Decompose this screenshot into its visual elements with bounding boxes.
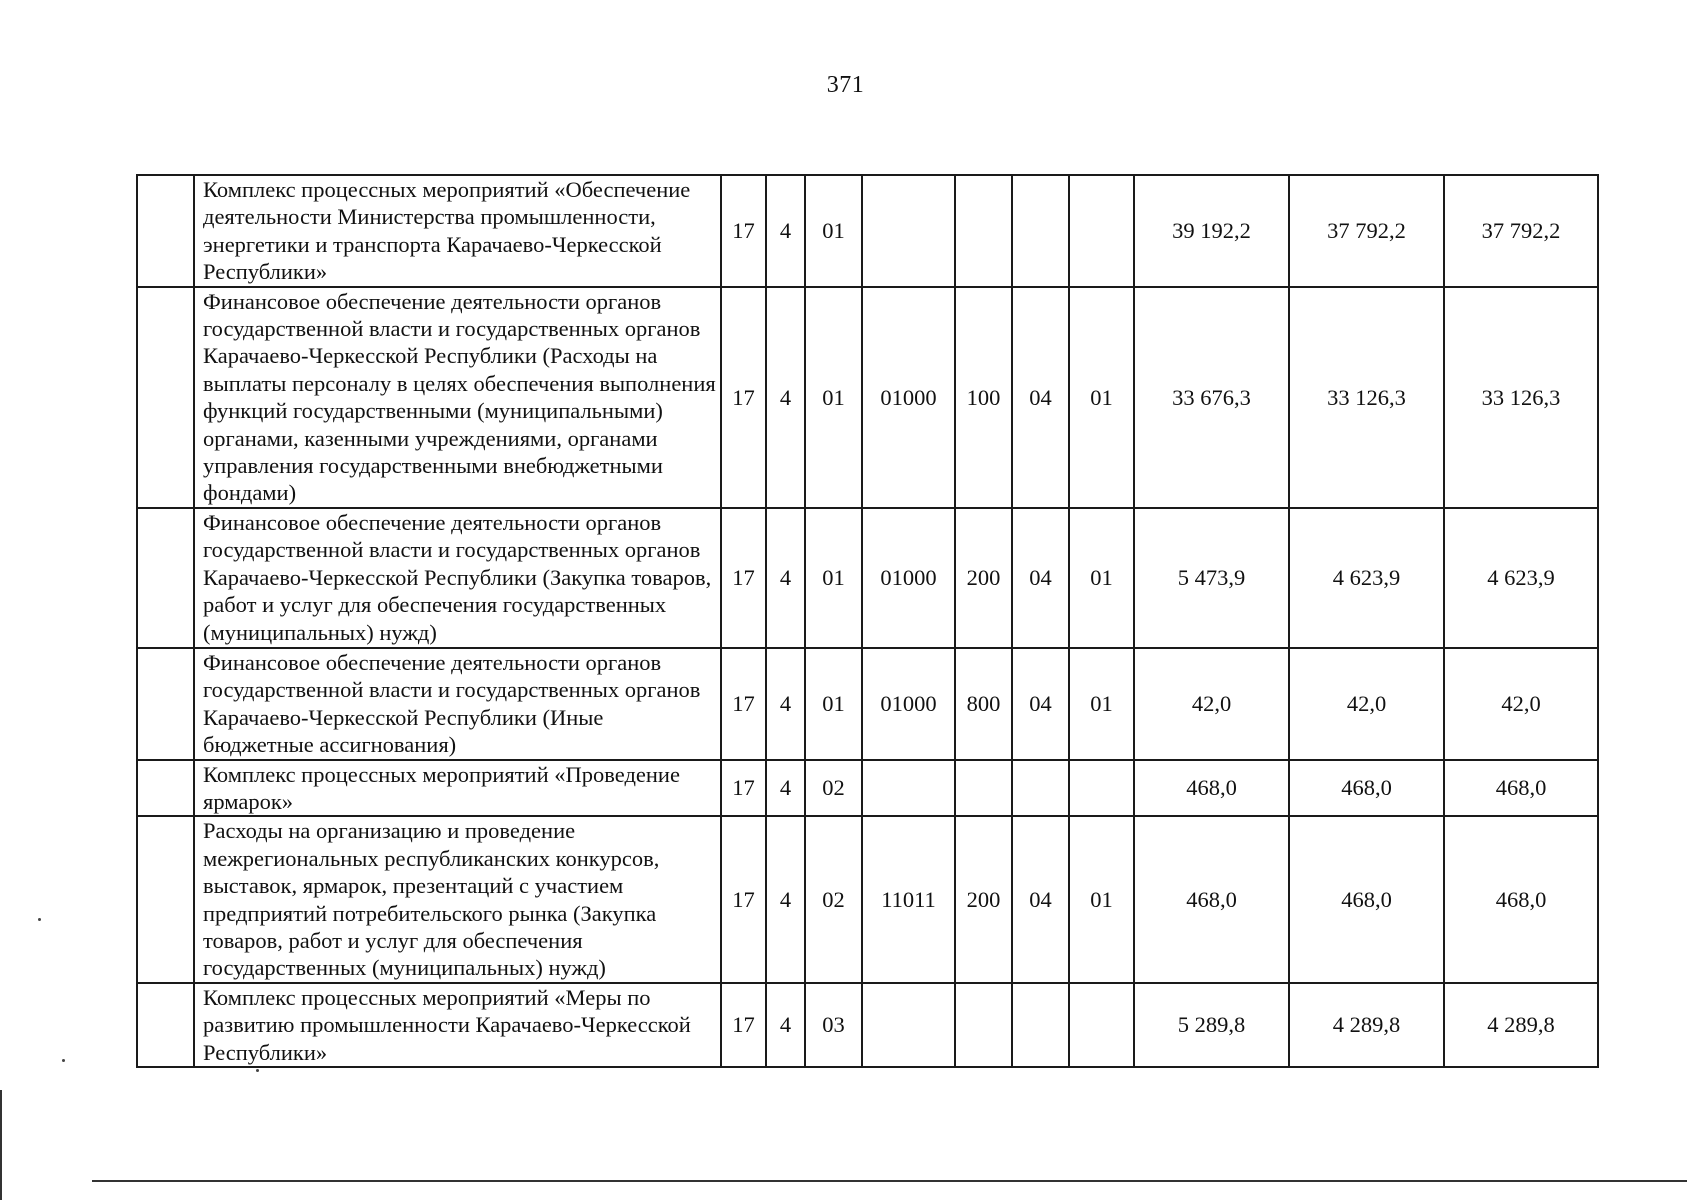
row-marker-cell: [137, 816, 194, 982]
code-cell: 4: [766, 508, 805, 648]
amount-cell: 5 473,9: [1134, 508, 1289, 648]
amount-cell: 33 676,3: [1134, 287, 1289, 508]
code-cell: [862, 175, 955, 287]
amount-cell: 42,0: [1444, 648, 1598, 760]
code-cell: 17: [721, 983, 766, 1067]
code-cell: 01: [805, 508, 862, 648]
budget-table-body: [137, 175, 1598, 1067]
code-cell: [862, 760, 955, 817]
item-name-cell: Расходы на организацию и проведение межрегиональных республиканских конкурсов, выставок, ярмарок, презентаций с участием предприятий потребительского рынка (Закупка товаров, работ и услуг для обеспечения государственных (муниципальных) нужд): [194, 816, 721, 982]
code-cell: 4: [766, 816, 805, 982]
scan-artifact-dot: [62, 1059, 65, 1062]
code-cell: 03: [805, 983, 862, 1067]
amount-cell: 5 289,8: [1134, 983, 1289, 1067]
item-name-cell: Комплекс процессных мероприятий «Меры по развитию промышленности Карачаево-Черкесской Республики»: [194, 983, 721, 1067]
code-cell: 01: [805, 175, 862, 287]
code-cell: [1069, 983, 1134, 1067]
code-cell: 01: [1069, 508, 1134, 648]
code-cell: 200: [955, 508, 1012, 648]
code-cell: 11011: [862, 816, 955, 982]
amount-cell: 33 126,3: [1289, 287, 1444, 508]
code-cell: 01: [1069, 816, 1134, 982]
amount-cell: 468,0: [1289, 760, 1444, 817]
table-row: [137, 648, 1598, 760]
code-cell: 17: [721, 760, 766, 817]
page-number: 371: [826, 72, 865, 98]
row-marker-cell: [137, 648, 194, 760]
row-marker-cell: [137, 983, 194, 1067]
table-row: [137, 508, 1598, 648]
amount-cell: 4 623,9: [1289, 508, 1444, 648]
amount-cell: 37 792,2: [1444, 175, 1598, 287]
code-cell: 01000: [862, 648, 955, 760]
code-cell: 17: [721, 648, 766, 760]
amount-cell: 468,0: [1444, 816, 1598, 982]
scan-artifact-line: [0, 1090, 2, 1200]
table-row: [137, 175, 1598, 287]
code-cell: [1012, 175, 1069, 287]
code-cell: 17: [721, 175, 766, 287]
code-cell: 02: [805, 760, 862, 817]
code-cell: 04: [1012, 648, 1069, 760]
scan-artifact-dot: [38, 918, 41, 921]
amount-cell: 33 126,3: [1444, 287, 1598, 508]
code-cell: 100: [955, 287, 1012, 508]
code-cell: 4: [766, 760, 805, 817]
code-cell: [1069, 760, 1134, 817]
code-cell: [862, 983, 955, 1067]
code-cell: 4: [766, 175, 805, 287]
amount-cell: 468,0: [1444, 760, 1598, 817]
amount-cell: 468,0: [1134, 816, 1289, 982]
code-cell: 01000: [862, 287, 955, 508]
amount-cell: 39 192,2: [1134, 175, 1289, 287]
code-cell: [955, 983, 1012, 1067]
code-cell: [1069, 175, 1134, 287]
code-cell: 4: [766, 287, 805, 508]
code-cell: 01000: [862, 508, 955, 648]
item-name-cell: Финансовое обеспечение деятельности органов государственной власти и государственных органов Карачаево-Черкесской Республики (Иные бюджетные ассигнования): [194, 648, 721, 760]
amount-cell: 468,0: [1289, 816, 1444, 982]
code-cell: 04: [1012, 508, 1069, 648]
amount-cell: 37 792,2: [1289, 175, 1444, 287]
scan-artifact-line: [92, 1180, 1687, 1182]
item-name-cell: Комплекс процессных мероприятий «Проведение ярмарок»: [194, 760, 721, 817]
row-marker-cell: [137, 175, 194, 287]
table-row: [137, 816, 1598, 982]
amount-cell: 4 289,8: [1444, 983, 1598, 1067]
item-name-cell: Финансовое обеспечение деятельности органов государственной власти и государственных органов Карачаево-Черкесской Республики (Расходы на выплаты персоналу в целях обеспечения выполнения функций государственными (муниципальными) органами, казенными учреждениями, органами управления государственными внебюджетными фондами): [194, 287, 721, 508]
code-cell: 800: [955, 648, 1012, 760]
code-cell: 01: [1069, 287, 1134, 508]
row-marker-cell: [137, 508, 194, 648]
code-cell: 17: [721, 508, 766, 648]
amount-cell: 468,0: [1134, 760, 1289, 817]
table-row: [137, 983, 1598, 1067]
item-name-cell: Комплекс процессных мероприятий «Обеспечение деятельности Министерства промышленности, энергетики и транспорта Карачаево-Черкесской Республики»: [194, 175, 721, 287]
code-cell: 01: [805, 648, 862, 760]
amount-cell: 42,0: [1289, 648, 1444, 760]
budget-table: [136, 174, 1599, 1068]
code-cell: [955, 175, 1012, 287]
scan-artifact-dot: [256, 1069, 259, 1072]
row-marker-cell: [137, 760, 194, 817]
code-cell: 04: [1012, 287, 1069, 508]
code-cell: 17: [721, 816, 766, 982]
code-cell: 4: [766, 983, 805, 1067]
code-cell: 01: [1069, 648, 1134, 760]
code-cell: [1012, 760, 1069, 817]
code-cell: 01: [805, 287, 862, 508]
code-cell: 200: [955, 816, 1012, 982]
table-row: [137, 760, 1598, 817]
code-cell: 17: [721, 287, 766, 508]
code-cell: 4: [766, 648, 805, 760]
item-name-cell: Финансовое обеспечение деятельности органов государственной власти и государственных органов Карачаево-Черкесской Республики (Закупка товаров, работ и услуг для обеспечения государственных (муниципальных) нужд): [194, 508, 721, 648]
code-cell: 04: [1012, 816, 1069, 982]
amount-cell: 42,0: [1134, 648, 1289, 760]
row-marker-cell: [137, 287, 194, 508]
code-cell: [1012, 983, 1069, 1067]
amount-cell: 4 623,9: [1444, 508, 1598, 648]
code-cell: [955, 760, 1012, 817]
amount-cell: 4 289,8: [1289, 983, 1444, 1067]
table-row: [137, 287, 1598, 508]
code-cell: 02: [805, 816, 862, 982]
